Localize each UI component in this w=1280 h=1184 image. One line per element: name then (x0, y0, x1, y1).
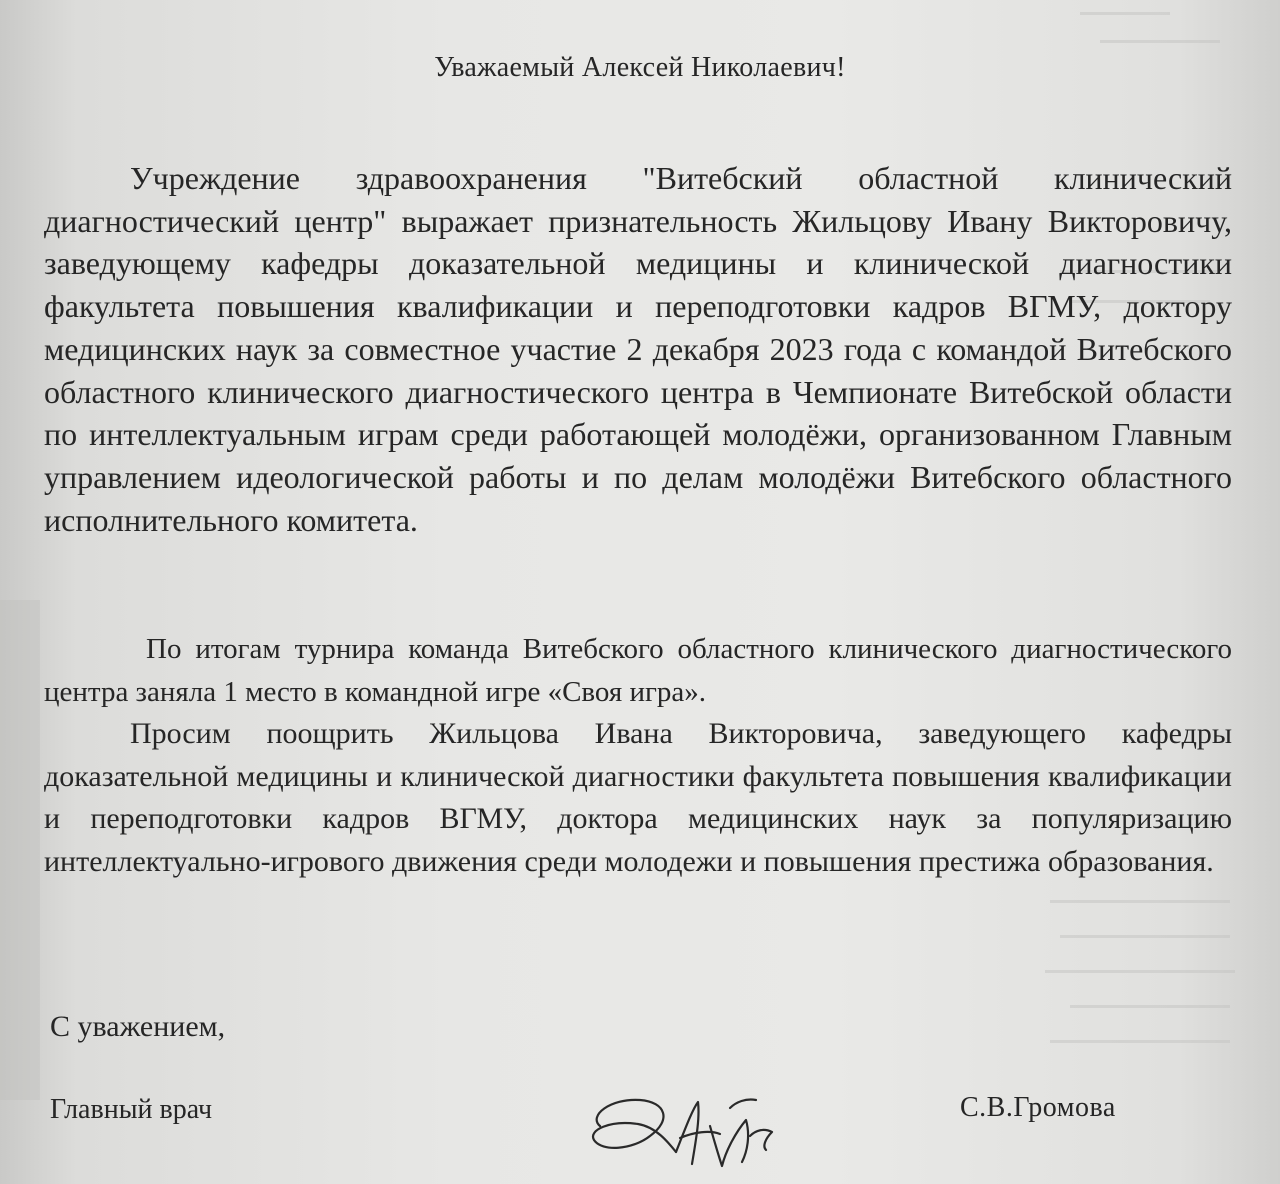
paragraph-result: По итогам турнира команда Витебского областного клинического диагностического центра заняла 1 место в командной игре «Своя игра». (44, 633, 1232, 708)
closing-phrase: С уважением, (50, 1010, 226, 1043)
paragraph-request: Просим поощрить Жильцова Ивана Викторовича, заведующего кафедры доказательной медицины и клинической диагностики факультета повышения квалификации и переподготовки кадров ВГМУ, доктора медицинских наук за популяризацию интеллектуально-игрового движения среди молодежи и повышения престижа образования. (44, 717, 1232, 879)
salutation: Уважаемый Алексей Николаевич! (434, 52, 846, 83)
handwritten-signature (580, 1080, 800, 1184)
signer-position: Главный врач (50, 1094, 213, 1125)
signer-name: С.В.Громова (960, 1092, 1116, 1123)
edge-shadow (0, 600, 40, 1100)
paragraph-gratitude: Учреждение здравоохранения "Витебский областной клинический диагностический центр" выражает признательность Жильцову Ивану Викторовичу, заведующему кафедры доказательной медицины и клинической диагностики факультета повышения квалификации и переподготовки кадров ВГМУ, доктору медицинских наук за совместное участие 2 декабря 2023 года с командой Витебского областного клинического диагностического центра в Чемпионате Витебской области по интеллектуальным играм среди работающей молодёжи, организованном Главным управлением идеологической работы и по делам молодёжи Витебского областного исполнительного комитета. (44, 160, 1232, 538)
